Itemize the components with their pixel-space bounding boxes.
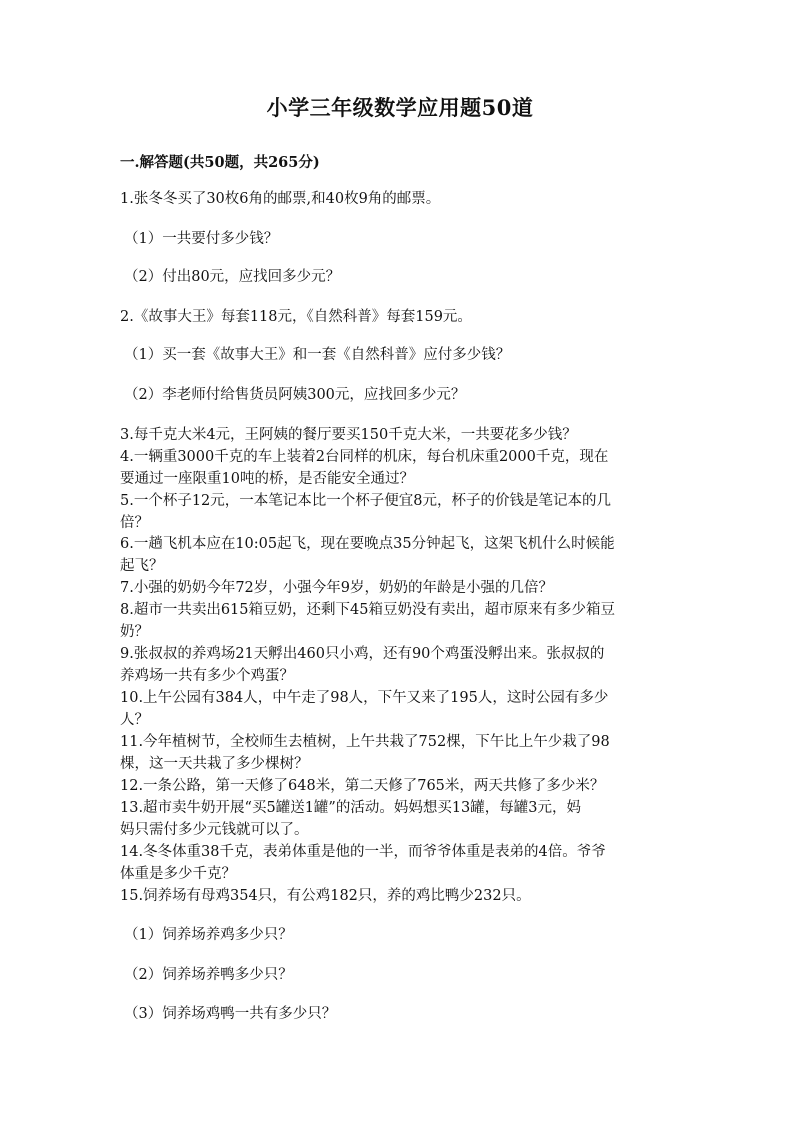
problem-13-text-line-1: 13.超市卖牛奶开展“买5罐送1罐”的活动。妈妈想买13罐，每罐3元，妈 xyxy=(120,800,582,816)
problem-2-part-2: （2）李老师付给售货员阿姨300元，应找回多少元？ xyxy=(124,387,466,403)
problem-7-text: 7.小强的奶奶今年72岁，小强今年9岁，奶奶的年龄是小强的几倍？ xyxy=(120,580,554,596)
problem-5-text-line-2: 倍？ xyxy=(120,515,149,531)
problem-6-text-line-1: 6.一趟飞机本应在10:05起飞，现在要晚点35分钟起飞，这架飞机什么时候能 xyxy=(120,536,615,552)
page-title: 小学三年级数学应用题50道 xyxy=(266,95,534,120)
problem-15-text: 15.饲养场有母鸡354只，有公鸡182只，养的鸡比鸭少232只。 xyxy=(120,888,531,904)
problem-10-text-line-2: 人？ xyxy=(120,712,149,728)
problem-2-text: 2.《故事大王》每套118元，《自然科普》每套159元。 xyxy=(120,309,472,325)
problem-3-text: 3.每千克大米4元，王阿姨的餐厅要买150千克大米，一共要花多少钱？ xyxy=(120,427,577,443)
problem-5-text-line-1: 5.一个杯子12元，一本笔记本比一个杯子便宜8元，杯子的价钱是笔记本的几 xyxy=(120,493,612,509)
problem-14-text-line-1: 14.冬冬体重38千克，表弟体重是他的一半，而爷爷体重是表弟的4倍。爷爷 xyxy=(120,844,606,860)
problem-11-text-line-1: 11.今年植树节，全校师生去植树，上午共栽了752棵，下午比上午少栽了98 xyxy=(120,734,610,750)
problem-1-part-1: （1）一共要付多少钱？ xyxy=(124,231,279,247)
problem-12-text: 12.一条公路，第一天修了648米，第二天修了765米，两天共修了多少米？ xyxy=(120,778,605,794)
problem-15-part-3: （3）饲养场鸡鸭一共有多少只？ xyxy=(124,1006,337,1022)
problem-15-part-1: （1）饲养场养鸡多少只？ xyxy=(124,927,293,943)
problem-9-text-line-1: 9.张叔叔的养鸡场21天孵出460只小鸡，还有90个鸡蛋没孵出来。张叔叔的 xyxy=(120,646,605,662)
problem-8-text-line-2: 奶？ xyxy=(120,624,149,640)
problem-4-text-line-2: 要通过一座限重10吨的桥，是否能安全通过？ xyxy=(120,471,414,487)
problem-9-text-line-2: 养鸡场一共有多少个鸡蛋？ xyxy=(120,668,294,684)
problem-4-text-line-1: 4.一辆重3000千克的车上装着2台同样的机床，每台机床重2000千克，现在 xyxy=(120,449,609,465)
problem-14-text-line-2: 体重是多少千克？ xyxy=(120,866,236,882)
problem-10-text-line-1: 10.上午公园有384人，中午走了98人，下午又来了195人，这时公园有多少 xyxy=(120,690,609,706)
problem-15-part-2: （2）饲养场养鸭多少只？ xyxy=(124,967,293,983)
problem-1-text: 1.张冬冬买了30枚6角的邮票,和40枚9角的邮票。 xyxy=(120,191,441,207)
section-heading: 一.解答题(共50题，共265分) xyxy=(120,154,320,171)
problem-11-text-line-2: 棵，这一天共栽了多少棵树？ xyxy=(120,756,309,772)
problem-2-part-1: （1）买一套《故事大王》和一套《自然科普》应付多少钱？ xyxy=(124,347,511,363)
problem-6-text-line-2: 起飞？ xyxy=(120,558,164,574)
problem-13-text-line-2: 妈只需付多少元钱就可以了。 xyxy=(120,822,309,838)
problem-8-text-line-1: 8.超市一共卖出615箱豆奶，还剩下45箱豆奶没有卖出，超市原来有多少箱豆 xyxy=(120,602,615,618)
problem-1-part-2: （2）付出80元，应找回多少元？ xyxy=(124,269,341,285)
